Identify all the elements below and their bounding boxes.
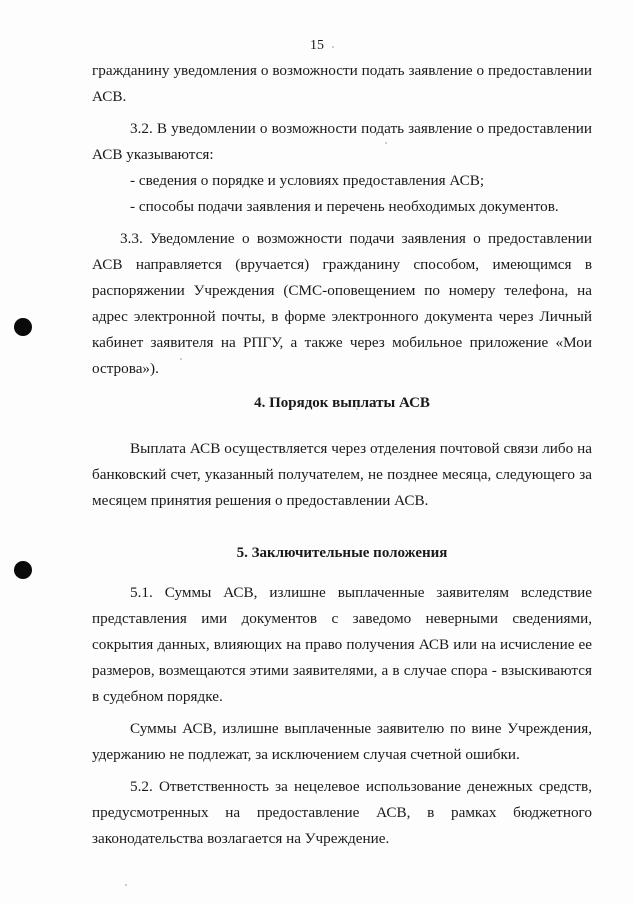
punch-hole [14,318,32,336]
paragraph-5-2: 5.2. Ответственность за нецелевое использование денежных средств, предусмотренных на предоставление АСВ, в рамках бюджетного законодательства возлагается на Учреждение. [92,778,592,847]
punch-hole [14,561,32,579]
paragraph-5-1-b: Суммы АСВ, излишне выплаченные заявителю по вине Учреждения, удержанию не подлежат, за исключением случая счетной ошибки. [92,720,592,763]
paragraph-3-2: 3.2. В уведомлении о возможности подать заявление о предоставлении АСВ указываются: [92,120,592,163]
scan-speck [125,884,127,886]
paragraph-3-3: 3.3. Уведомление о возможности подачи заявления о предоставлении АСВ направляется (вручается) гражданину способом, имеющимся в распоряжении Учреждения (СМС-оповещением по номеру телефона, на адрес электронной почты, в форме электронного документа через Личный кабинет заявителя на РПГУ, а также через мобильное приложение «Мои острова»). [92,230,592,377]
page-number: 15 [310,38,324,53]
section-heading-4: 4. Порядок выплаты АСВ [254,395,430,411]
paragraph-5-1: 5.1. Суммы АСВ, излишне выплаченные заявителям вследствие представления ими документов с заведомо неверными сведениями, сокрытия данных, влияющих на право получения АСВ или на исчисление ее размеров, возмещаются этими заявителями, а в случае спора - взыскиваются в судебном порядке. [92,584,592,705]
document-body [92,58,592,852]
section-heading-5: 5. Заключительные положения [236,545,448,561]
list-item: - сведения о порядке и условиях предоставления АСВ; [130,172,485,189]
list-item: - способы подачи заявления и перечень необходимых документов. [130,198,559,215]
paragraph-4: Выплата АСВ осуществляется через отделения почтовой связи либо на банковский счет, указанный получателем, не позднее месяца, следующего за месяцем принятия решения о предоставлении АСВ. [92,440,592,509]
paragraph-continuation: гражданину уведомления о возможности подать заявление о предоставлении АСВ. [92,62,592,105]
